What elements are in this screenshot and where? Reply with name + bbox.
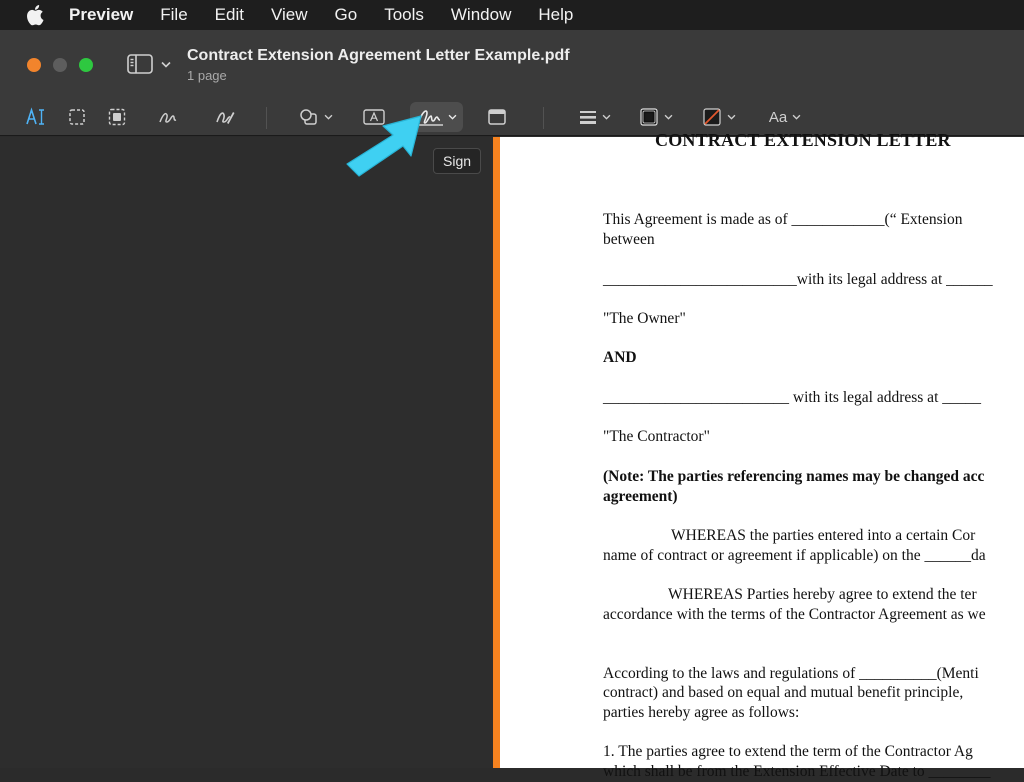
sidebar-icon [127,54,153,74]
menu-go[interactable]: Go [334,5,358,24]
toolbar-separator [266,107,267,129]
chevron-down-icon [602,114,611,120]
sign-tooltip: Sign [433,148,481,174]
text-selection-icon [26,107,46,127]
toolbar-separator [543,107,544,129]
document-line: name of contract or agreement if applicable) on the ______da [603,547,986,564]
chevron-down-icon [727,114,736,120]
rectangular-selection-tool[interactable] [67,104,87,130]
page-selection-indicator [493,137,500,768]
document-line: AND [603,349,637,366]
chevron-down-icon [792,114,801,120]
border-color-tool[interactable] [637,104,675,130]
border-color-icon [640,108,658,126]
line-style-icon [579,110,597,124]
menu-edit[interactable]: Edit [214,5,244,24]
document-line: contract) and based on equal and mutual benefit principle, [603,684,964,701]
rectangular-selection-icon [68,108,86,126]
page-count: 1 page [187,68,227,83]
document-line: agreement) [603,488,678,505]
document-line: which shall be from the Extension Effective Date to ________ [603,763,991,780]
close-window-button[interactable] [27,58,41,72]
document-line: ________________________ with its legal address at _____ [603,389,981,406]
draw-icon [215,108,235,126]
sidebar-pane [0,137,493,768]
text-selection-tool[interactable] [25,104,47,130]
chevron-down-icon [161,61,171,68]
menu-file[interactable]: File [160,5,188,24]
sketch-tool[interactable] [157,104,179,130]
document-title: Contract Extension Agreement Letter Example.pdf [187,47,570,64]
document-line: accordance with the terms of the Contractor Agreement as we [603,606,986,623]
document-line: WHEREAS Parties hereby agree to extend the ter [668,586,977,603]
fill-color-tool[interactable] [700,104,738,130]
document-line: 1. The parties agree to extend the term of the Contractor Ag [603,743,973,760]
line-style-tool[interactable] [577,104,613,130]
apple-icon[interactable] [26,5,44,25]
text-style-tool[interactable] [765,104,805,130]
minimize-window-button[interactable] [53,58,67,72]
menu-app-preview[interactable]: Preview [69,5,134,24]
window-toolbar [0,30,1024,136]
chevron-down-icon [448,114,457,120]
menu-view[interactable]: View [270,5,308,24]
note-tool[interactable] [487,104,507,130]
document-line: (Note: The parties referencing names may be changed acc [603,468,985,485]
document-line: WHEREAS the parties entered into a certain Cor [671,527,976,544]
document-line: _________________________with its legal address at ______ [603,271,993,288]
maximize-window-button[interactable] [79,58,93,72]
document-line: "The Contractor" [603,428,710,445]
draw-tool[interactable] [214,104,236,130]
chevron-down-icon [324,114,333,120]
shapes-tool[interactable] [297,104,335,130]
chevron-down-icon [664,114,673,120]
instant-alpha-tool[interactable] [107,104,127,130]
document-line: "The Owner" [603,310,686,327]
arrow-pointer-icon [343,113,425,179]
menu-tools[interactable]: Tools [384,5,424,24]
fill-color-icon [703,108,721,126]
menu-help[interactable]: Help [538,5,574,24]
document-line: parties hereby agree as follows: [603,704,800,721]
document-heading: CONTRACT EXTENSION LETTER [655,130,951,150]
shapes-icon [299,108,319,126]
instant-alpha-icon [108,108,126,126]
document-line: According to the laws and regulations of __________(Menti [603,665,979,682]
document-line: This Agreement is made as of ____________(“ Extension [603,211,963,228]
menu-bar [0,0,1024,30]
note-icon [488,109,506,125]
document-page [500,130,1024,780]
sketch-icon [158,108,178,126]
text-style-label: Aa [768,108,788,126]
document-line: between [603,231,655,248]
sidebar-toggle-button[interactable] [127,54,171,74]
menu-window[interactable]: Window [450,5,512,24]
